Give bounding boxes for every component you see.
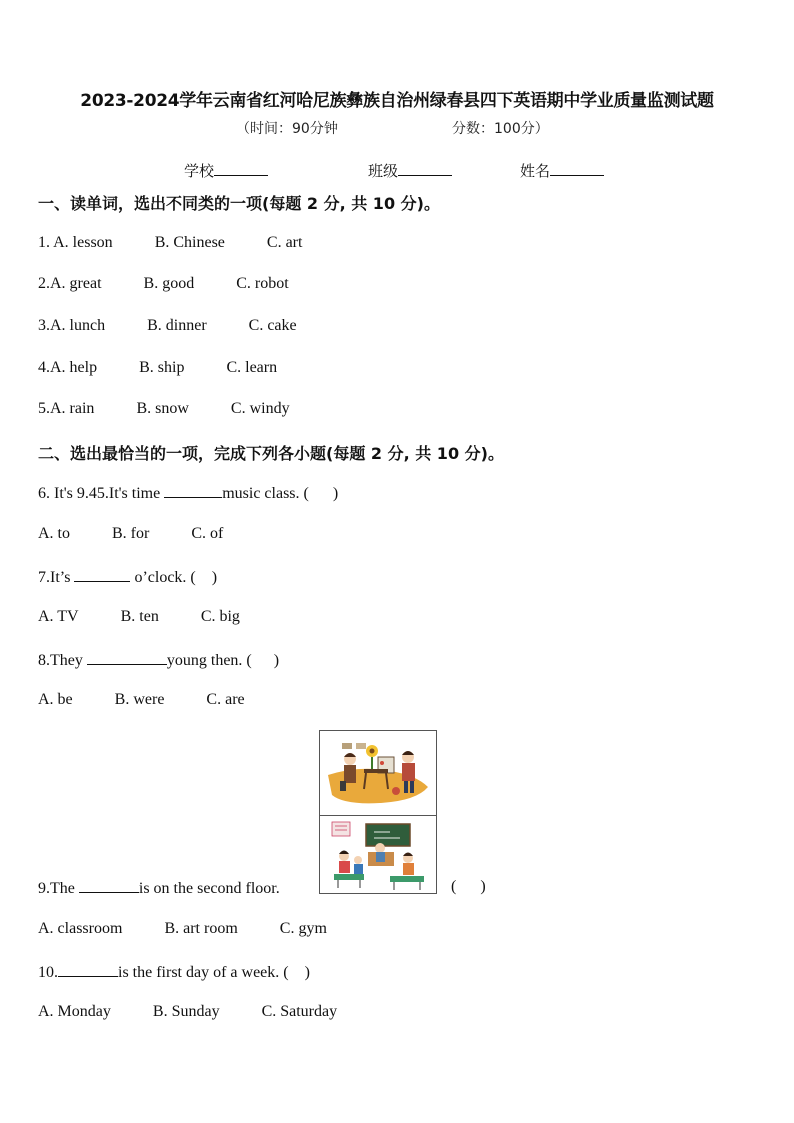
option-b[interactable]: B. ship [139, 359, 185, 376]
option-b[interactable]: B. ten [120, 608, 159, 625]
school-field [184, 160, 268, 181]
option-a[interactable]: A. be [38, 691, 73, 708]
question-2: 2.A. great B. good C. robot [38, 275, 289, 292]
option-b[interactable]: B. for [112, 525, 150, 542]
option-a[interactable]: A. TV [38, 608, 79, 625]
option-a[interactable]: A. lesson [53, 234, 113, 251]
answer-blank[interactable] [79, 878, 139, 893]
section1-heading: 一、读单词，选出不同类的一项(每题 2 分, 共 10 分)。 [38, 194, 440, 213]
question-9: 9.The is on the second floor. [38, 880, 280, 897]
question-6: 6. It's 9.45.It's time music class. ( ) [38, 485, 339, 502]
question-5: 5.A. rain B. snow C. windy [38, 400, 290, 417]
option-c[interactable]: C. art [266, 234, 303, 251]
answer-blank[interactable] [164, 483, 222, 498]
art-room-picture [320, 731, 436, 815]
question-9-paren: ( ) [451, 878, 486, 895]
option-b[interactable]: B. dinner [147, 317, 207, 334]
school-blank[interactable] [214, 161, 268, 176]
section2-heading: 二、选出最恰当的一项，完成下列各小题(每题 2 分, 共 10 分)。 [38, 444, 504, 463]
question-7: 7.It’s o’clock. ( ) [38, 569, 218, 586]
class-blank[interactable] [398, 161, 452, 176]
page-title: 2023-2024学年云南省红河哈尼族彝族自治州绿春县四下英语期中学业质量监测试题 [80, 91, 714, 111]
option-b[interactable]: B. snow [136, 400, 189, 417]
name-label: 姓名 [520, 162, 551, 180]
option-b[interactable]: B. good [143, 275, 195, 292]
question-10: 10. is the first day of a week. ( ) [38, 964, 310, 981]
question-8-options [38, 691, 245, 709]
answer-blank[interactable] [87, 650, 167, 665]
option-b[interactable]: B. were [114, 691, 165, 708]
question-8: 8.They young then. ( ) [38, 652, 280, 669]
option-c[interactable]: C. learn [226, 359, 278, 376]
question-4: 4.A. help B. ship C. learn [38, 359, 278, 376]
question-3: 3.A. lunch B. dinner C. cake [38, 317, 297, 334]
question-6-options [38, 525, 223, 543]
option-c[interactable]: C. windy [230, 400, 290, 417]
option-c[interactable]: C. cake [248, 317, 297, 334]
classroom-pictures [319, 730, 437, 894]
option-a[interactable]: A. classroom [38, 920, 123, 937]
option-c[interactable]: C. Saturday [261, 1003, 338, 1020]
option-b[interactable]: B. art room [164, 920, 238, 937]
name-blank[interactable] [550, 161, 604, 176]
option-b[interactable]: B. Sunday [152, 1003, 220, 1020]
option-a[interactable]: A. to [38, 525, 70, 542]
answer-blank[interactable] [58, 962, 118, 977]
exam-time: （时间：90分钟 [236, 121, 338, 137]
question-9-options [38, 920, 327, 938]
classroom-picture [320, 816, 436, 893]
question-7-options [38, 608, 240, 626]
option-a[interactable]: A. lunch [50, 317, 106, 334]
answer-blank[interactable] [74, 567, 130, 582]
option-c[interactable]: C. robot [236, 275, 289, 292]
option-c[interactable]: C. big [200, 608, 240, 625]
class-field [368, 160, 452, 181]
option-a[interactable]: A. Monday [38, 1003, 111, 1020]
option-c[interactable]: C. of [191, 525, 224, 542]
option-a[interactable]: A. great [50, 275, 102, 292]
option-b[interactable]: B. Chinese [154, 234, 225, 251]
name-field [520, 160, 604, 181]
option-c[interactable]: C. gym [279, 920, 327, 937]
exam-score: 分数：100分） [452, 121, 549, 137]
question-10-options [38, 1003, 337, 1021]
option-c[interactable]: C. are [206, 691, 245, 708]
option-a[interactable]: A. rain [50, 400, 95, 417]
class-label: 班级 [368, 162, 399, 180]
school-label: 学校 [184, 162, 215, 180]
question-1: 1. A. lesson B. Chinese C. art [38, 234, 303, 251]
option-a[interactable]: A. help [50, 359, 98, 376]
